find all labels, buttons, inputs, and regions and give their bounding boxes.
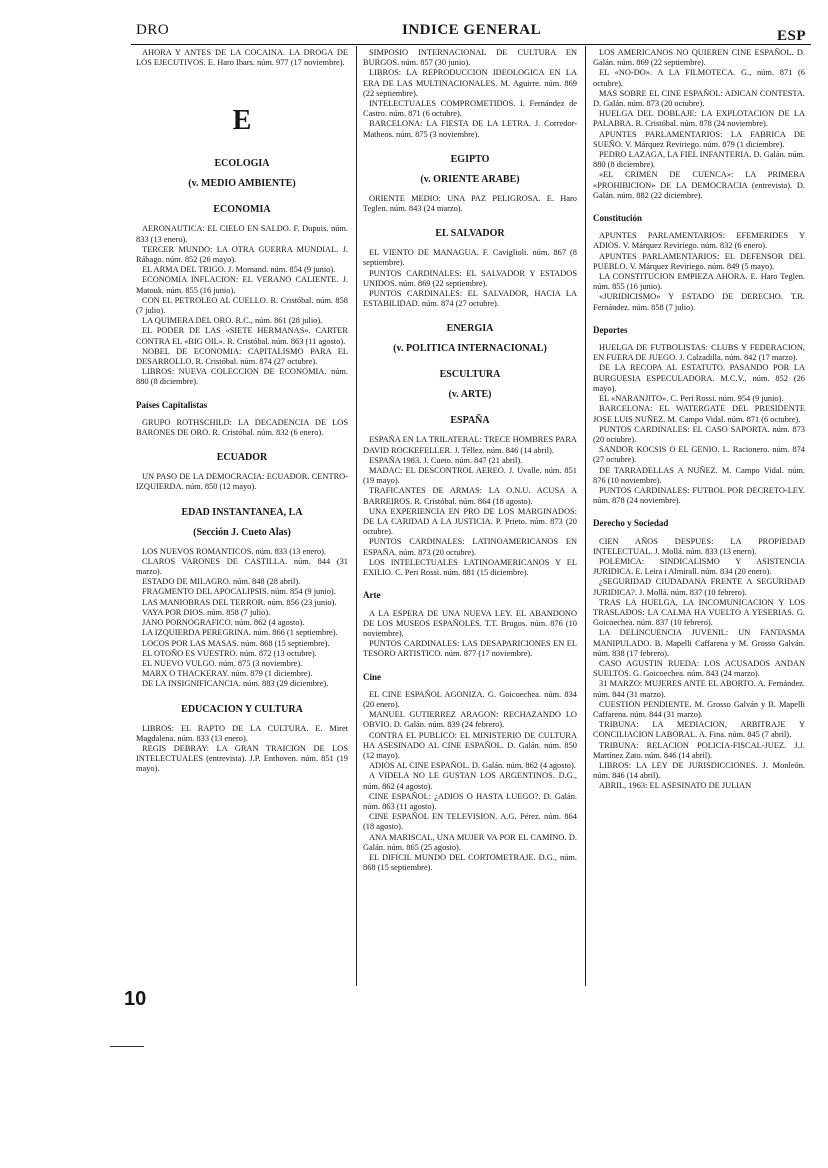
index-entry: CIEN AÑOS DESPUES: LA PROPIEDAD INTELECTUAL. J. Mollá. núm. 833 (13 enero). [593,536,805,556]
index-entry: APUNTES PARLAMENTARIOS: LA FABRICA DE SUEÑO. V. Márquez Reviriego. núm. 879 (1 diciembre). [593,129,805,149]
index-entry: 31 MARZO: MUJERES ANTE EL ABORTO. A. Fernández. núm. 844 (31 marzo). [593,679,805,699]
index-entry: NOBEL DE ECONOMIA: CAPITALISMO PARA EL DESARROLLO. R. Cristóbal. núm. 874 (27 octubre). [136,346,348,367]
section-heading: EL SALVADOR [435,228,505,240]
index-entry: SIMPOSIO INTERNACIONAL DE CULTURA EN BURGOS. núm. 857 (30 junio). [363,48,577,68]
index-entry: EL «NO-DO». A LA FILMOTECA. G., núm. 871 (6 octubre). [593,68,805,88]
index-entry: PUNTOS CARDINALES: EL SALVADOR, HACIA LA ESTABILIDAD. núm. 874 (27 octubre). [363,289,577,309]
index-entry: A LA ESPERA DE UNA NUEVA LEY. EL ABANDONO DE LOS MUSEOS ESPAÑOLES. T.T. Brugos. núm. 876 (10 noviembre). [363,608,577,638]
subsection-heading: Cine [363,671,381,682]
index-entry: ABRIL, 1963: EL ASESINATO DE JULIAN [599,781,752,791]
section-heading: ECOLOGIA [214,158,270,170]
section-subheading: (v. ARTE) [448,389,492,401]
index-entry: PUNTOS CARDINALES: EL CASO SAPORTA. núm. 873 (20 octubre). [593,424,805,444]
index-column-3 [593,48,805,792]
section-heading: ESPAÑA [450,415,490,427]
index-entry: AHORA Y ANTES DE LA COCAINA. LA DROGA DE LOS EJECUTIVOS. E. Haro Ibars. núm. 977 (17 noviembre). [136,48,348,68]
index-entry: ADIOS AL CINE ESPAÑOL. D. Galán. núm. 862 (4 agosto). [369,761,576,771]
index-entry: BARCELONA: EL WATERGATE DEL PRESIDENTE JOSE LUIS NUÑEZ. M. Campo Vidal. núm. 871 (6 octubre). [593,404,805,424]
index-entry: LOCOS POR LAS MASAS. núm. 868 (15 septiembre). [142,638,330,648]
subsection-heading: Países Capitalistas [136,399,208,410]
index-entry: APUNTES PARLAMENTARIOS: EL DEFENSOR DEL PUEBLO. V. Márquez Reviriego. núm. 849 (5 mayo). [593,251,805,271]
index-entry: PEDRO LAZAGA, LA FIEL INFANTERIA. D. Galán. núm. 880 (8 diciembre). [593,150,805,170]
index-entry: EL PODER DE LAS «SIETE HERMANAS». CARTER CONTRA EL «BIG OIL». R. Cristóbal. núm. 863 (11 agosto). [136,326,348,346]
index-entry: POLEMICA: SINDICALISMO Y ASISTENCIA JURIDICA. E. Leira i Almirall. núm. 834 (20 enero). [593,556,805,577]
index-entry: CINE ESPAÑOL EN TELEVISION. A.G. Pérez. núm. 864 (18 agosto). [363,812,577,832]
index-entry: UNA EXPERIENCIA EN PRO DE LOS MARGINADOS: DE LA CARIDAD A LA JUSTICIA. P. Prieto. núm. 873 (20 octubre). [363,506,577,537]
index-entry: «EL CRIMEN DE CUENCA»: LA PRIMERA «PROHIBICION» DE LA DEMOCRACIA (entrevista). D. Galán. núm. 882 (22 diciembre). [593,170,805,200]
index-entry: PUNTOS CARDINALES: LAS DESAPARICIONES EN EL TESORO ARTISTICO. núm. 877 (17 noviembre). [363,639,577,659]
index-entry: ¿SEGURIDAD CIUDADANA FRENTE A SEGURIDAD JURIDICA?. J. Mollá. núm. 837 (10 febrero). [593,577,805,597]
index-entry: LIBROS: NUEVA COLECCION DE ECONOMIA. núm. 880 (8 diciembre). [136,367,348,387]
footer-rule [110,1046,144,1047]
index-entry: MAS SOBRE EL CINE ESPAÑOL: ADICAN CONTESTA. D. Galán. núm. 873 (20 octubre). [593,88,805,109]
index-entry: CUESTION PENDIENTE. M. Grosso Galván y B. Mapelli Caffarena. núm. 844 (31 marzo). [593,699,805,719]
index-entry: CINE ESPAÑOL: ¿ADIOS O HASTA LUEGO?. D. Galán. núm. 863 (11 agosto). [363,791,577,811]
index-entry: PUNTOS CARDINALES: FUTBOL POR DECRETO-LEY. núm. 878 (24 noviembre). [593,485,805,506]
subsection-heading: Constitución [593,213,643,224]
index-entry: FRAGMENTO DEL APOCALIPSIS. núm. 854 (9 junio). [142,587,336,597]
index-entry: AERONAUTICA: EL CIELO EN SALDO. F. Dupuis. núm. 833 (13 enero). [136,224,348,244]
index-entry: TRAS LA HUELGA, LA INCOMUNICACION Y LOS TRASLADOS: LA CALMA HA VUELTO A YESERIAS. G. Goicoechea. núm. 837 (10 febrero). [593,597,805,628]
section-heading: ECONOMIA [213,204,271,216]
index-entry: EL CINE ESPAÑOL AGONIZA. G. Goicoechea. núm. 834 (20 enero). [363,689,577,709]
index-entry: GRUPO ROTHSCHILD: LA DECADENCIA DE LOS BARONES DE ORO. R. Cristóbal. núm. 832 (6 enero). [136,417,348,438]
column-divider [585,46,586,986]
index-entry: HUELGA DEL DOBLAJE: LA EXPLOTACION DE LA PALABRA. R. Cristóbal. núm. 878 (24 noviembre). [593,109,805,129]
section-subheading: (v. POLITICA INTERNACIONAL) [393,343,547,355]
subsection-heading: Deportes [593,324,628,335]
index-column-1 [136,48,348,775]
index-entry: SANDOR KOCSIS O EL GENIO. L. Racionero. núm. 874 (27 octubre). [593,445,805,465]
section-subheading: (v. ORIENTE ARABE) [420,173,520,185]
index-entry: LIBROS: LA REPRODUCCION IDEOLOGICA EN LA ERA DE LAS MULTINACIONALES. M. Aguirre. núm. 869 (22 septiembre). [363,68,577,98]
section-heading: ENERGIA [446,323,494,335]
index-entry: CLAROS VARONES DE CASTILLA. núm. 844 (31 marzo). [136,556,348,577]
header-section-start: DRO [136,22,170,38]
section-heading: ESCULTURA [439,369,501,381]
index-entry: UN PASO DE LA DEMOCRACIA: ECUADOR. CENTRO-IZQUIERDA. núm. 850 (12 mayo). [136,472,348,492]
index-entry: EL OTOÑO ES VUESTRO. núm. 872 (13 octubre). [142,648,317,658]
index-entry: A VIDELA NO LE GUSTAN LOS ARGENTINOS. D.G., núm. 862 (4 agosto). [363,771,577,791]
header-rule [131,44,811,45]
page-title: INDICE GENERAL [402,22,542,38]
section-letter: E [232,105,252,137]
index-entry: ESTADO DE MILAGRO. núm. 848 (28 abril). [142,577,301,587]
index-entry: BARCELONA: LA FIESTA DE LA LETRA. J. Corredor-Matheos. núm. 875 (3 noviembre). [363,119,577,139]
index-column-2 [363,48,577,873]
index-entry: CONTRA EL PUBLICO: EL MINISTERIO DE CULTURA HA ASESINADO AL CINE ESPAÑOL. D. Galán. núm. 850 (12 mayo). [363,730,577,760]
index-entry: CASO AGUSTIN RUEDA: LOS ACUSADOS ANDAN SUELTOS. G. Goicoechea. núm. 843 (24 marzo). [593,658,805,679]
index-entry: «JURIDICISMO» Y ESTADO DE DERECHO. T.R. Fernández. núm. 858 (7 julio). [593,292,805,312]
subsection-heading: Arte [363,590,381,601]
index-entry: DE TARRADELLAS A NUÑEZ. M. Campo Vidal. núm. 876 (10 noviembre). [593,465,805,485]
index-entry: EL ARMA DEL TRIGO. J. Mornand. núm. 854 (9 junio). [142,265,336,275]
index-entry: EL «NARANJITO». C. Peri Rossi. núm. 954 (9 junio). [599,394,784,404]
index-entry: ESPAÑA 1983. J. Cueto. núm. 847 (21 abril). [369,455,523,465]
index-entry: REGIS DEBRAY: LA GRAN TRAICION DE LOS INTELECTUALES (entrevista). J.P. Enthoven. núm. 851 (19 mayo). [136,743,348,774]
index-entry: EL VIENTO DE MANAGUA. F. Caviglioli. núm. 867 (8 septiembre). [363,248,577,268]
index-entry: LOS INTELECTUALES LATINOAMERICANOS Y EL EXILIO. C. Peri Rossi. núm. 881 (15 diciembre). [363,557,577,578]
index-entry: TRAFICANTES DE ARMAS: LA O.N.U. ACUSA A BARREIROS. R. Cristóbal. núm. 864 (18 agosto). [363,486,577,506]
index-entry: DE LA RECOPA AL ESTATUTO. PASANDO POR LA BURGUESIA ESPECULADORA. M.C.V., núm. 852 (26 mayo). [593,363,805,393]
index-entry: TRIBUNA: RELACION POLICIA-FISCAL-JUEZ. J.J. Martínez Zato. núm. 846 (14 abril). [593,740,805,760]
index-entry: APUNTES PARLAMENTARIOS: EFEMERIDES Y ADIOS. V. Márquez Reviriego. núm. 832 (6 enero). [593,231,805,251]
index-entry: LIBROS: EL RAPTO DE LA CULTURA. E. Miret Magdalena. núm. 833 (13 enero). [136,723,348,743]
section-heading: EDAD INSTANTANEA, LA [181,506,303,518]
index-entry: INTELECTUALES COMPROMETIDOS. I. Fernández de Castro. núm. 871 (6 octubre). [363,99,577,119]
index-entry: ORIENTE MEDIO: UNA PAZ PELIGROSA. E. Haro Teglen. núm. 843 (24 marzo). [363,193,577,214]
index-entry: LOS NUEVOS ROMANTICOS. núm. 833 (13 enero). [142,546,327,556]
index-entry: LA DELINCUENCIA JUVENIL: UN FANTASMA MANIPULADO. B. Mapelli Caffarena y M. Grosso Galván. núm. 838 (17 febrero). [593,628,805,658]
section-heading: ECUADOR [216,452,268,464]
index-entry: LA IZQUIERDA PEREGRINA. núm. 866 (1 septiembre). [142,628,338,638]
section-heading: EDUCACION Y CULTURA [181,703,303,715]
header-section-end: ESP [777,28,807,44]
section-heading: EGIPTO [450,153,490,165]
index-entry: TERCER MUNDO: LA OTRA GUERRA MUNDIAL. J. Rábago. núm. 852 (26 mayo). [136,244,348,265]
index-entry: PUNTOS CARDINALES: EL SALVADOR Y ESTADOS UNIDOS. núm. 869 (22 septiembre). [363,268,577,288]
index-entry: LOS AMERICANOS NO QUIEREN CINE ESPAÑOL. D. Galán. núm. 869 (22 septiembre). [593,48,805,68]
index-entry: ECONOMIA INFLACION: EL VERANO CALIENTE. J. Matouk. núm. 855 (16 junio). [136,275,348,295]
index-entry: LA CONSTITUCION EMPIEZA AHORA. E. Haro Teglen. núm. 855 (16 junio). [593,272,805,292]
section-subheading: (Sección J. Cueto Alas) [193,526,291,538]
section-subheading: (v. MEDIO AMBIENTE) [188,178,296,190]
index-entry: JANO PORNOGRAFICO. núm. 862 (4 agosto). [142,618,305,628]
index-entry: PUNTOS CARDINALES: LATINOAMERICANOS EN ESPAÑA. núm. 873 (20 octubre). [363,537,577,557]
index-entry: LAS MANIOBRAS DEL TERROR. núm. 856 (23 junio). [142,597,337,607]
index-entry: ESPAÑA EN LA TRILATERAL: TRECE HOMBRES PARA DAVID ROCKEFELLER. J. Téllez. núm. 846 (14 abril). [363,435,577,455]
index-entry: DE LA INSIGNIFICANCIA. núm. 883 (29 diciembre). [142,679,329,689]
index-entry: MANUEL GUTIERREZ ARAGON: RECHAZANDO LO OBVIO. D. Galán. núm. 839 (24 febrero). [363,710,577,730]
page-number: 10 [124,988,147,1010]
index-entry: LIBROS: LA LEY DE JURISDICCIONES. J. Monleón. núm. 846 (14 abril). [593,761,805,781]
index-entry: HUELGA DE FUTBOLISTAS: CLUBS Y FEDERACION, EN FUERA DE JUEGO. J. Calzadilla. núm. 842 (17 marzo). [593,343,805,363]
index-entry: EL NUEVO VULGO. núm. 875 (3 noviembre). [142,658,303,668]
index-entry: VAYA POR DIOS. núm. 858 (7 julio). [142,607,271,617]
subsection-heading: Derecho y Sociedad [593,518,669,529]
index-entry: LA QUIMERA DEL ORO. R.C., núm. 861 (28 julio). [142,316,323,326]
index-entry: MARX O THACKERAY. núm. 879 (1 diciembre). [142,669,313,679]
index-entry: MADAC: EL DESCONTROL AEREO. J. Uvalle. núm. 851 (19 mayo). [363,466,577,486]
index-entry: TRIBUNA: LA MEDIACION, ARBITRAJE Y CONCILIACION LABORAL. A. Fina. núm. 845 (7 abril). [593,720,805,740]
column-divider [356,46,357,986]
index-entry: CON EL PETROLEO AL CUELLO. R. Cristóbal. núm. 858 (7 julio). [136,295,348,316]
index-entry: EL DIFICIL MUNDO DEL CORTOMETRAJE. D.G., núm. 868 (15 septiembre). [363,852,577,873]
index-entry: ANA MARISCAL, UNA MUJER VA POR EL CAMINO. D. Galán. núm. 865 (25 agosto). [363,832,577,852]
